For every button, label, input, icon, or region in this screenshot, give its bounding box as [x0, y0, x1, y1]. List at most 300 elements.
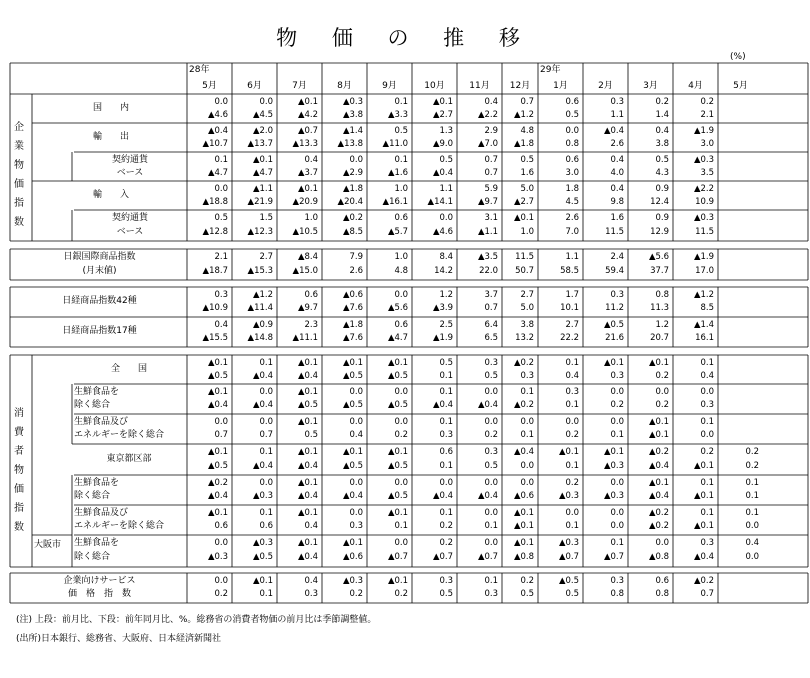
value-cell: ▲9.0: [432, 138, 453, 149]
value-cell: 0.2: [655, 400, 669, 410]
value-cell: 0.8: [655, 290, 669, 300]
header-year: 28年: [189, 65, 210, 75]
header-month: 10月: [424, 81, 445, 91]
value-cell: 12.4: [650, 196, 669, 207]
value-cell: 0.7: [484, 167, 498, 178]
value-cell: 0.1: [439, 417, 453, 427]
value-cell: 0.0: [349, 417, 363, 427]
value-cell: ▲2.2: [477, 109, 498, 120]
row-label: 生鮮食品及び: [74, 508, 129, 518]
value-cell: ▲0.1: [342, 538, 363, 548]
value-cell: ▲0.1: [432, 97, 453, 107]
value-cell: ▲0.5: [342, 370, 363, 381]
value-cell: 0.0: [349, 155, 363, 165]
value-cell: ▲0.1: [207, 387, 228, 397]
value-cell: ▲0.7: [387, 552, 408, 562]
value-cell: 8.5: [700, 303, 714, 313]
value-cell: 0.6: [214, 521, 228, 531]
value-cell: ▲0.1: [252, 155, 273, 165]
value-cell: 11.2: [605, 303, 624, 313]
value-cell: ▲0.3: [252, 538, 273, 548]
value-cell: ▲3.5: [477, 252, 498, 262]
value-cell: ▲0.2: [648, 521, 669, 531]
value-cell: ▲0.1: [693, 521, 714, 531]
value-cell: 3.8: [520, 320, 534, 330]
value-cell: ▲3.9: [432, 303, 453, 313]
row-label-sub: (月末値): [82, 265, 117, 276]
value-cell: 0.4: [304, 576, 318, 586]
value-cell: ▲0.1: [693, 491, 714, 501]
value-cell: 0.1: [565, 400, 579, 410]
value-cell: ▲0.5: [387, 460, 408, 471]
value-cell: 0.1: [484, 521, 498, 531]
value-cell: 0.6: [304, 290, 318, 300]
value-cell: 0.0: [394, 387, 408, 397]
value-cell: 5.0: [520, 184, 534, 194]
value-cell: 0.2: [214, 589, 228, 599]
value-cell: 22.2: [560, 333, 579, 343]
value-cell: ▲0.4: [342, 491, 363, 501]
value-cell: 0.0: [349, 508, 363, 518]
value-cell: 0.6: [394, 213, 408, 223]
value-cell: ▲0.1: [297, 358, 318, 368]
value-cell: ▲0.3: [603, 491, 624, 501]
value-cell: 0.0: [439, 213, 453, 223]
value-cell: 0.0: [700, 430, 714, 440]
value-cell: ▲0.2: [648, 508, 669, 518]
value-cell: ▲0.9: [252, 320, 273, 330]
value-cell: 1.8: [565, 184, 579, 194]
value-cell: 0.1: [439, 387, 453, 397]
value-cell: ▲0.3: [693, 155, 714, 165]
value-cell: ▲7.0: [477, 138, 498, 149]
value-cell: 5.0: [520, 303, 534, 313]
value-cell: ▲0.4: [297, 552, 318, 562]
value-cell: 0.4: [484, 97, 498, 107]
value-cell: 1.0: [520, 226, 534, 237]
value-cell: 3.1: [484, 213, 498, 223]
osaka-label: 大阪市: [34, 540, 62, 550]
value-cell: ▲0.4: [693, 552, 714, 562]
value-cell: 50.7: [515, 265, 534, 276]
value-cell: 11.3: [650, 303, 669, 313]
value-cell: 1.0: [394, 184, 408, 194]
value-cell: ▲20.4: [337, 196, 363, 207]
value-cell: 4.0: [610, 167, 624, 178]
value-cell: ▲0.2: [513, 358, 534, 368]
value-cell: 0.0: [259, 478, 273, 488]
value-cell: ▲0.4: [297, 460, 318, 471]
value-cell: 13.2: [515, 333, 534, 343]
value-cell: 0.0: [700, 387, 714, 397]
value-cell: 0.0: [610, 417, 624, 427]
value-cell: 0.0: [520, 417, 534, 427]
footnote-note: (注) 上段：前月比、下段：前年同月比、%。総務省の消費者物価の前月比は季節調整値。: [16, 615, 377, 625]
value-cell: 0.5: [439, 589, 453, 599]
value-cell: 0.0: [745, 552, 759, 562]
value-cell: ▲0.1: [648, 478, 669, 488]
value-cell: ▲2.9: [342, 167, 363, 178]
value-cell: 0.0: [520, 478, 534, 488]
value-cell: 0.4: [655, 126, 669, 136]
row-label-sub: 除く総合: [74, 400, 111, 410]
value-cell: 10.1: [560, 303, 579, 313]
value-cell: 5.9: [484, 184, 498, 194]
value-cell: 2.5: [439, 320, 453, 330]
section-label-consumer: 消 費 者 物 価 指 数: [14, 408, 24, 533]
value-cell: ▲0.1: [513, 538, 534, 548]
value-cell: 0.3: [610, 97, 624, 107]
value-cell: 0.1: [700, 478, 714, 488]
unit-label: (%): [730, 52, 746, 62]
value-cell: 1.6: [520, 167, 534, 178]
value-cell: ▲4.6: [432, 226, 453, 237]
value-cell: ▲13.8: [337, 138, 363, 149]
value-cell: ▲1.1: [252, 184, 273, 194]
value-cell: ▲5.6: [387, 303, 408, 313]
value-cell: 0.7: [520, 97, 534, 107]
header-month: 2月: [598, 81, 613, 91]
value-cell: ▲0.2: [693, 576, 714, 586]
value-cell: ▲8.4: [297, 252, 318, 262]
row-label: 東京都区部: [106, 453, 152, 464]
value-cell: 9.8: [610, 196, 624, 207]
value-cell: 0.3: [349, 521, 363, 531]
value-cell: 0.3: [520, 370, 534, 381]
value-cell: ▲15.3: [247, 265, 273, 276]
value-cell: 0.8: [655, 589, 669, 599]
value-cell: ▲16.1: [382, 196, 408, 207]
row-label-sub: 除く総合: [74, 491, 111, 501]
value-cell: 0.0: [484, 387, 498, 397]
value-cell: ▲11.0: [382, 138, 408, 149]
value-cell: 0.1: [520, 387, 534, 397]
value-cell: 1.1: [610, 109, 624, 120]
header-month: 12月: [509, 81, 531, 91]
value-cell: ▲0.3: [558, 538, 579, 548]
value-cell: 0.0: [484, 508, 498, 518]
value-cell: ▲0.5: [558, 576, 579, 586]
page-title: 物 価 の 推 移: [276, 26, 534, 50]
value-cell: ▲0.3: [342, 576, 363, 586]
value-cell: 0.2: [745, 447, 759, 457]
value-cell: 2.6: [349, 265, 363, 276]
header-year: 29年: [540, 65, 561, 75]
value-cell: 4.8: [520, 126, 534, 136]
value-cell: 3.7: [484, 290, 498, 300]
value-cell: ▲0.1: [297, 387, 318, 397]
value-cell: ▲10.7: [202, 138, 228, 149]
value-cell: ▲2.7: [432, 109, 453, 120]
value-cell: ▲0.1: [297, 417, 318, 427]
value-cell: 0.0: [259, 387, 273, 397]
value-cell: ▲10.5: [292, 226, 318, 237]
value-cell: ▲4.2: [297, 109, 318, 120]
value-cell: ▲0.6: [513, 491, 534, 501]
value-cell: 0.5: [439, 358, 453, 368]
row-label-sub: 除く総合: [74, 552, 111, 562]
value-cell: 17.0: [695, 265, 714, 276]
value-cell: 0.1: [259, 589, 273, 599]
value-cell: 0.5: [484, 460, 498, 471]
value-cell: 0.2: [484, 430, 498, 440]
value-cell: 2.4: [610, 252, 624, 262]
value-cell: 0.8: [610, 589, 624, 599]
value-cell: ▲0.3: [252, 491, 273, 501]
value-cell: ▲0.1: [297, 508, 318, 518]
header-month: 11月: [469, 81, 490, 91]
value-cell: 4.8: [394, 265, 408, 276]
value-cell: 0.1: [700, 417, 714, 427]
value-cell: ▲0.1: [648, 417, 669, 427]
value-cell: ▲0.1: [513, 521, 534, 531]
value-cell: 0.0: [565, 417, 579, 427]
value-cell: 0.3: [439, 430, 453, 440]
value-cell: 0.0: [520, 460, 534, 471]
value-cell: ▲1.9: [432, 333, 453, 343]
value-cell: ▲0.1: [297, 97, 318, 107]
value-cell: 0.3: [610, 370, 624, 381]
value-cell: 0.9: [655, 213, 669, 223]
value-cell: ▲0.5: [252, 552, 273, 562]
row-label: 生鮮食品及び: [74, 417, 129, 427]
value-cell: ▲0.1: [297, 478, 318, 488]
value-cell: ▲0.4: [207, 400, 228, 410]
value-cell: 0.1: [745, 508, 759, 518]
value-cell: 1.6: [610, 213, 624, 223]
value-cell: 10.9: [695, 196, 714, 207]
value-cell: 0.4: [610, 155, 624, 165]
value-cell: 0.1: [565, 460, 579, 471]
value-cell: 1.4: [655, 109, 669, 120]
value-cell: ▲7.6: [342, 303, 363, 313]
value-cell: 0.0: [394, 478, 408, 488]
value-cell: 11.5: [605, 226, 624, 237]
value-cell: ▲0.1: [558, 447, 579, 457]
value-cell: 0.2: [700, 447, 714, 457]
value-cell: ▲0.2: [513, 400, 534, 410]
value-cell: 0.4: [700, 370, 714, 381]
value-cell: ▲1.2: [693, 290, 714, 300]
value-cell: ▲12.3: [247, 226, 273, 237]
row-label-sub: エネルギーを除く総合: [74, 430, 165, 440]
value-cell: ▲4.7: [207, 167, 228, 178]
value-cell: 2.3: [304, 320, 318, 330]
section-label-corporate: 企 業 物 価 指 数: [14, 122, 24, 228]
value-cell: ▲0.1: [603, 447, 624, 457]
value-cell: 0.1: [439, 370, 453, 381]
value-cell: 0.0: [394, 290, 408, 300]
value-cell: ▲3.3: [387, 109, 408, 120]
value-cell: 0.7: [484, 155, 498, 165]
value-cell: 0.0: [745, 521, 759, 531]
row-label: 日経商品指数17種: [62, 326, 137, 336]
value-cell: 0.5: [214, 213, 228, 223]
value-cell: ▲0.8: [513, 552, 534, 562]
value-cell: 0.2: [520, 576, 534, 586]
value-cell: ▲3.7: [297, 167, 318, 178]
value-cell: ▲0.5: [387, 370, 408, 381]
value-cell: 3.0: [700, 138, 714, 149]
value-cell: ▲0.1: [252, 576, 273, 586]
value-cell: ▲0.5: [297, 400, 318, 410]
header-month: 1月: [553, 81, 568, 91]
value-cell: 0.3: [484, 358, 498, 368]
value-cell: ▲0.5: [207, 370, 228, 381]
value-cell: 0.3: [565, 387, 579, 397]
row-label: 企業向けサービス: [63, 576, 136, 586]
value-cell: ▲1.8: [342, 184, 363, 194]
value-cell: 7.9: [349, 252, 363, 262]
value-cell: ▲0.7: [603, 552, 624, 562]
value-cell: 0.0: [394, 538, 408, 548]
value-cell: 21.6: [605, 333, 624, 343]
value-cell: 0.3: [700, 400, 714, 410]
value-cell: 0.1: [484, 576, 498, 586]
value-cell: ▲0.1: [297, 447, 318, 457]
value-cell: ▲0.1: [693, 460, 714, 471]
value-cell: 0.4: [565, 370, 579, 381]
value-cell: ▲0.1: [648, 358, 669, 368]
value-cell: ▲0.4: [297, 370, 318, 381]
value-cell: ▲10.9: [202, 303, 228, 313]
value-cell: ▲0.7: [558, 552, 579, 562]
value-cell: ▲0.4: [297, 491, 318, 501]
value-cell: 1.0: [304, 213, 318, 223]
value-cell: ▲0.8: [648, 552, 669, 562]
row-label: 生鮮食品を: [74, 478, 120, 488]
value-cell: ▲0.4: [477, 491, 498, 501]
value-cell: 0.5: [520, 155, 534, 165]
value-cell: 0.3: [304, 589, 318, 599]
header-month: 3月: [643, 81, 658, 91]
value-cell: ▲0.4: [477, 400, 498, 410]
row-label: 日経商品指数42種: [62, 296, 137, 306]
value-cell: ▲0.7: [477, 552, 498, 562]
value-cell: ▲3.8: [342, 109, 363, 120]
footnote-source: (出所)日本銀行、総務省、大阪府、日本経済新聞社: [16, 634, 222, 644]
value-cell: ▲5.7: [387, 226, 408, 237]
value-cell: ▲1.4: [342, 126, 363, 136]
value-cell: 0.0: [214, 184, 228, 194]
value-cell: 0.4: [214, 320, 228, 330]
value-cell: 1.1: [439, 184, 453, 194]
value-cell: ▲18.8: [202, 196, 228, 207]
value-cell: 0.0: [214, 97, 228, 107]
value-cell: 0.6: [394, 320, 408, 330]
value-cell: 1.2: [655, 320, 669, 330]
header-month: 6月: [247, 81, 262, 91]
value-cell: 58.5: [560, 265, 579, 276]
value-cell: ▲0.4: [207, 126, 228, 136]
value-cell: ▲1.4: [693, 320, 714, 330]
value-cell: 0.7: [700, 589, 714, 599]
value-cell: 0.1: [214, 155, 228, 165]
value-cell: 0.1: [745, 478, 759, 488]
value-cell: 0.3: [439, 576, 453, 586]
row-label: 生鮮食品を: [74, 538, 120, 548]
value-cell: ▲20.9: [292, 196, 318, 207]
value-cell: ▲1.9: [693, 252, 714, 262]
value-cell: ▲13.7: [247, 138, 273, 149]
value-cell: ▲0.1: [207, 358, 228, 368]
value-cell: ▲2.0: [252, 126, 273, 136]
value-cell: 0.5: [394, 126, 408, 136]
value-cell: ▲0.2: [207, 478, 228, 488]
value-cell: ▲0.1: [387, 576, 408, 586]
value-cell: 0.0: [655, 538, 669, 548]
value-cell: 2.7: [259, 252, 273, 262]
value-cell: ▲0.1: [603, 358, 624, 368]
value-cell: ▲0.4: [432, 400, 453, 410]
row-label: 国 内: [92, 102, 129, 113]
value-cell: ▲1.9: [693, 126, 714, 136]
row-label: 契約通貨: [111, 155, 148, 165]
value-cell: 0.5: [304, 430, 318, 440]
value-cell: ▲0.3: [342, 97, 363, 107]
value-cell: ▲0.3: [603, 460, 624, 471]
value-cell: ▲0.1: [513, 213, 534, 223]
header-month: 5月: [733, 81, 748, 91]
value-cell: ▲0.4: [432, 167, 453, 178]
value-cell: ▲0.1: [207, 447, 228, 457]
header-month: 9月: [382, 81, 397, 91]
value-cell: ▲4.7: [387, 333, 408, 343]
value-cell: 0.1: [565, 358, 579, 368]
value-cell: ▲13.3: [292, 138, 318, 149]
value-cell: ▲0.2: [648, 447, 669, 457]
value-cell: ▲0.5: [342, 460, 363, 471]
header-month: 5月: [202, 81, 217, 91]
value-cell: ▲0.3: [693, 213, 714, 223]
value-cell: ▲0.1: [207, 508, 228, 518]
value-cell: ▲1.6: [387, 167, 408, 178]
value-cell: 6.4: [484, 320, 498, 330]
value-cell: 0.0: [259, 97, 273, 107]
value-cell: 2.7: [520, 290, 534, 300]
value-cell: 3.0: [565, 167, 579, 178]
value-cell: 0.3: [214, 290, 228, 300]
value-cell: ▲5.6: [648, 252, 669, 262]
value-cell: 2.9: [484, 126, 498, 136]
value-cell: 4.3: [655, 167, 669, 178]
row-label: 契約通貨: [111, 213, 148, 223]
value-cell: 0.2: [565, 478, 579, 488]
value-cell: ▲1.2: [252, 290, 273, 300]
value-cell: 0.1: [439, 460, 453, 471]
value-cell: 0.6: [439, 447, 453, 457]
value-cell: ▲0.5: [603, 320, 624, 330]
value-cell: ▲0.5: [342, 400, 363, 410]
value-cell: 11.5: [695, 226, 714, 237]
value-cell: 0.0: [484, 478, 498, 488]
value-cell: 0.1: [745, 491, 759, 501]
value-cell: ▲0.4: [252, 400, 273, 410]
value-cell: 0.5: [565, 589, 579, 599]
value-cell: ▲0.1: [342, 358, 363, 368]
value-cell: 0.0: [349, 478, 363, 488]
row-label-sub: エネルギーを除く総合: [74, 521, 165, 531]
value-cell: ▲0.3: [207, 552, 228, 562]
value-cell: ▲1.1: [477, 226, 498, 237]
value-cell: 0.1: [394, 97, 408, 107]
value-cell: 0.0: [565, 508, 579, 518]
row-label: 全 国: [110, 363, 147, 374]
value-cell: 1.3: [439, 126, 453, 136]
value-cell: ▲7.6: [342, 333, 363, 343]
row-label: 輸 出: [92, 131, 129, 142]
value-cell: ▲0.1: [297, 184, 318, 194]
